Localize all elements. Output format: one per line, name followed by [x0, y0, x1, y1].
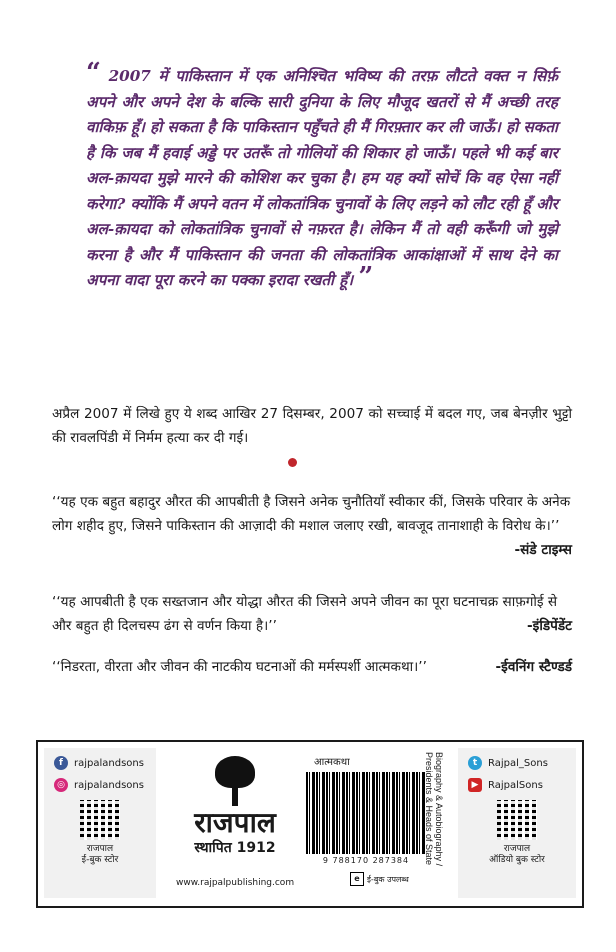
publisher-url[interactable]: www.rajpalpublishing.com — [176, 878, 295, 888]
youtube-icon: ▶ — [468, 778, 482, 792]
review-text: ‘‘यह आपबीती है एक सख्तजान और योद्धा औरत की जिसने अपने जीवन का पूरा घटनाचक्र साफ़गोई से और बहुत ही दिलचस्प ढंग से वर्णन किया है।’’ — [52, 594, 558, 634]
isbn-number: 9 788170 287384 — [322, 856, 410, 865]
social-twitter[interactable] — [468, 756, 576, 770]
instagram-icon: ◎ — [54, 778, 68, 792]
close-quote-mark: ” — [358, 262, 374, 292]
subject-category: Biography & Autobiography / Presidents & Heads of State — [424, 752, 444, 867]
store-type: ई-बुक स्टोर — [81, 855, 119, 865]
intro-paragraph: अप्रैल 2007 में लिखे हुए ये शब्द आखिर 27 दिसम्बर, 2007 को सच्चाई में बदल गए, जब बेनज़ीर भुट्टो की रावलपिंडी में निर्मम हत्या कर दी गई। — [52, 406, 572, 446]
social-label: rajpalandsons — [74, 779, 144, 791]
ebook-label: ई-बुक उपलब्ध — [367, 874, 409, 884]
blurb-quote — [86, 58, 558, 294]
audiobook-store-label — [458, 844, 576, 866]
social-label: rajpalandsons — [74, 757, 144, 769]
qr-code-icon[interactable] — [80, 800, 120, 840]
review-independent — [52, 590, 572, 638]
social-facebook[interactable] — [54, 756, 156, 770]
review-text: ‘‘निडरता, वीरता और जीवन की नाटकीय घटनाओं की मर्मस्पर्शी आत्मकथा।’’ — [52, 659, 427, 675]
publisher-established: स्थापित 1912 — [194, 840, 276, 856]
review-text: ‘‘यह एक बहुत बहादुर औरत की आपबीती है जिसने अनेक चुनौतियाँ स्वीकार कीं, जिसके परिवार के अनेक लोग शहीद हुए, जिसने पाकिस्तान की आज़ादी की मशाल जलाए रखी, बावजूद तानाशाही के विरोध के।’’ — [52, 494, 571, 534]
store-name: राजपाल — [503, 844, 531, 854]
facebook-icon: f — [54, 756, 68, 770]
qr-code-icon[interactable] — [497, 800, 537, 840]
quote-text: 2007 में पाकिस्तान में एक अनिश्चित भविष्य की तरफ़ लौटते वक्त न सिर्फ़ अपने और अपने देश के बल्कि सारी दुनिया के लिए मौजूद खतरों से मैं अच्छी तरह वाकिफ़ हूँ। हो सकता है कि पाकिस्तान पहुँचते ही मैं गिरफ़्तार कर ली जाऊँ। हो सकता है कि जब मैं हवाई अड्डे पर उतरूँ तो गोलियों की शिकार हो जाऊँ। पहले भी कई बार अल-क़ायदा मुझे मारने की कोशिश कर चुका है। हम यह क्यों सोचें कि वह ऐसा नहीं करेगा? क्योंकि मैं अपने वतन में लोकतांत्रिक चुनावों के लिए लड़ने को लौट रही हूँ और अल-क़ायदा को लोकतांत्रिक चुनावों से नफ़रत है। लेकिन मैं तो वही करूँगी जो मुझे करना है और मैं पाकिस्तान की जनता की लोकतांत्रिक आकांक्षाओं में साथ देने का अपना वादा पूरा करने का पक्का इरादा रखती हूँ। — [86, 67, 558, 289]
tree-logo-icon — [210, 756, 260, 806]
ebook-store-label — [44, 844, 156, 866]
ebook-available — [350, 872, 409, 886]
ebook-icon: e — [350, 872, 364, 886]
right-social-panel — [458, 748, 576, 898]
barcode-icon — [306, 772, 426, 854]
social-youtube[interactable] — [468, 778, 576, 792]
review-sunday-times — [52, 490, 572, 562]
social-instagram[interactable] — [54, 778, 156, 792]
open-quote-mark: “ — [86, 58, 101, 88]
category-label: आत्मकथा — [314, 757, 350, 768]
publisher-name: राजपाल — [194, 806, 276, 839]
separator-dot — [288, 458, 297, 467]
review-source: -इंडिपेंडेंट — [527, 618, 572, 634]
review-source: -ईवनिंग स्टैण्डर्ड — [495, 659, 572, 675]
store-type: ऑडियो बुक स्टोर — [489, 855, 545, 865]
review-source: -संडे टाइम्स — [514, 542, 572, 558]
publisher-logo — [180, 756, 290, 857]
left-social-panel — [44, 748, 156, 898]
twitter-icon: t — [468, 756, 482, 770]
social-label: Rajpal_Sons — [488, 757, 548, 769]
publisher-panel — [36, 740, 584, 908]
store-name: राजपाल — [86, 844, 114, 854]
social-label: RajpalSons — [488, 779, 543, 791]
review-evening-standard — [52, 655, 572, 679]
